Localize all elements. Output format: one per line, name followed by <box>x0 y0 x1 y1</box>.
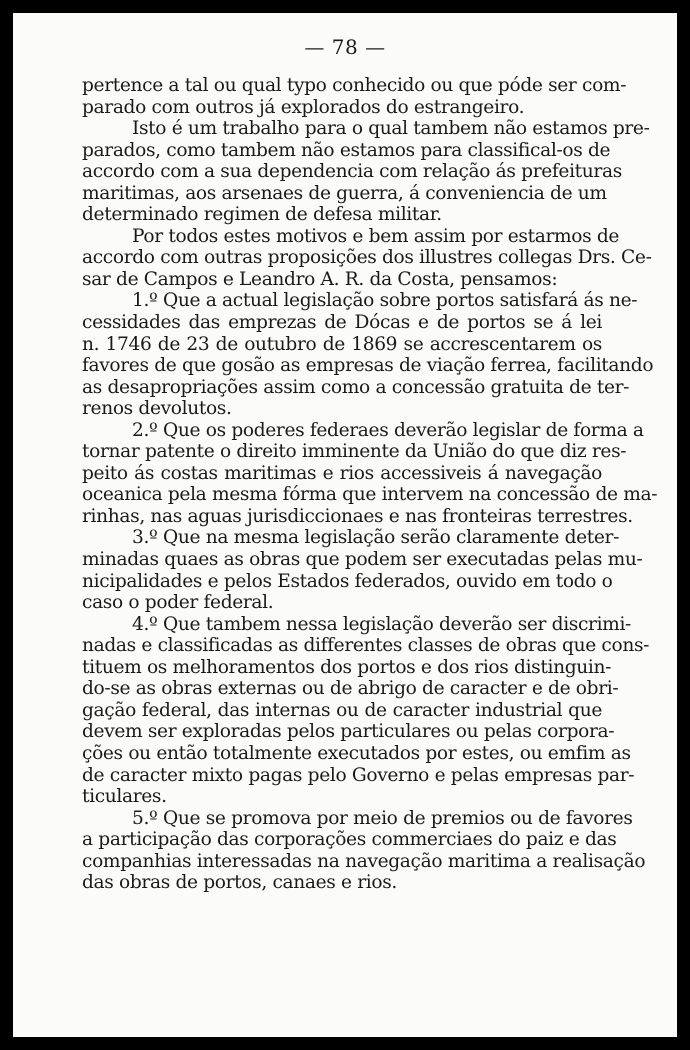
text-line: parado com outros já explorados do estrangeiro. <box>82 96 525 118</box>
text-line: a participação das corporações commerciaes do paiz e das <box>82 829 617 851</box>
text-line: 5.º Que se promova por meio de premios ou de favores <box>132 807 633 829</box>
text-line: favores de que gosão as empresas de viação ferrea, facilitando <box>82 355 654 377</box>
text-line: caso o poder federal. <box>82 592 274 614</box>
text-line: peito ás costas maritimas e rios accessiveis á navegação <box>82 462 602 484</box>
text-line: 2.º Que os poderes federaes deverão legislar de forma a <box>132 419 644 441</box>
text-line: 1.º Que a actual legislação sobre portos satisfará ás ne- <box>132 290 638 312</box>
text-line: ticulares. <box>82 786 167 808</box>
text-line: companhias interessadas na navegação maritima a realisação <box>82 850 646 872</box>
text-line: oceanica pela mesma fórma que intervem na concessão de ma- <box>82 484 658 506</box>
text-line: cessidades das emprezas de Dócas e de portos se á lei <box>82 312 602 334</box>
text-line: nicipalidades e pelos Estados federados, ouvido em todo o <box>82 570 613 592</box>
page-number: — 78 — <box>304 35 386 59</box>
text-line: das obras de portos, canaes e rios. <box>82 872 397 894</box>
text-line: minadas quaes as obras que podem ser executadas pelas mu- <box>82 549 643 571</box>
text-line: as desapropriações assim como a concessão gratuita de ter- <box>82 376 630 398</box>
text-line: 4.º Que tambem nessa legislação deverão ser discrimi- <box>132 613 631 635</box>
text-line: 3.º Que na mesma legislação serão claramente deter- <box>132 527 620 549</box>
text-line: n. 1746 de 23 de outubro de 1869 se accrescentarem os <box>82 333 602 355</box>
text-line: accordo com a sua dependencia com relação ás prefeituras <box>82 161 622 183</box>
text-line: parados, como tambem não estamos para classifical-os de <box>82 139 611 161</box>
text-line: Isto é um trabalho para o qual tambem não estamos pre- <box>132 118 650 140</box>
text-line: sar de Campos e Leandro A. R. da Costa, pensamos: <box>82 268 558 290</box>
text-line: maritimas, aos arsenaes de guerra, á conveniencia de um <box>82 182 607 204</box>
text-line: accordo com outras proposições dos illustres collegas Drs. Ce- <box>82 247 652 269</box>
text-line: tornar patente o direito imminente da União do que diz res- <box>82 441 627 463</box>
text-line: de caracter mixto pagas pelo Governo e pelas empresas par- <box>82 764 635 786</box>
text-line: devem ser exploradas pelos particulares ou pelas corpora- <box>82 721 615 743</box>
text-line: ções ou então totalmente executados por estes, ou emfim as <box>82 742 631 764</box>
body-text <box>82 75 658 894</box>
text-line: Por todos estes motivos e bem assim por estarmos de <box>132 225 620 247</box>
text-line: rinhas, nas aguas jurisdiccionaes e nas fronteiras terrestres. <box>82 505 633 527</box>
text-line: pertence a tal ou qual typo conhecido ou que póde ser com- <box>82 75 627 96</box>
text-line: do-se as obras externas ou de abrigo de caracter e de obri- <box>82 678 619 700</box>
text-line: nadas e classificadas as differentes classes de obras que cons- <box>82 635 650 657</box>
text-line: tituem os melhoramentos dos portos e dos rios distinguin- <box>82 656 612 678</box>
text-line: gação federal, das internas ou de caracter industrial que <box>82 699 602 721</box>
text-line: renos devolutos. <box>82 398 232 420</box>
text-line: determinado regimen de defesa militar. <box>82 204 442 226</box>
document-page <box>13 13 677 1037</box>
